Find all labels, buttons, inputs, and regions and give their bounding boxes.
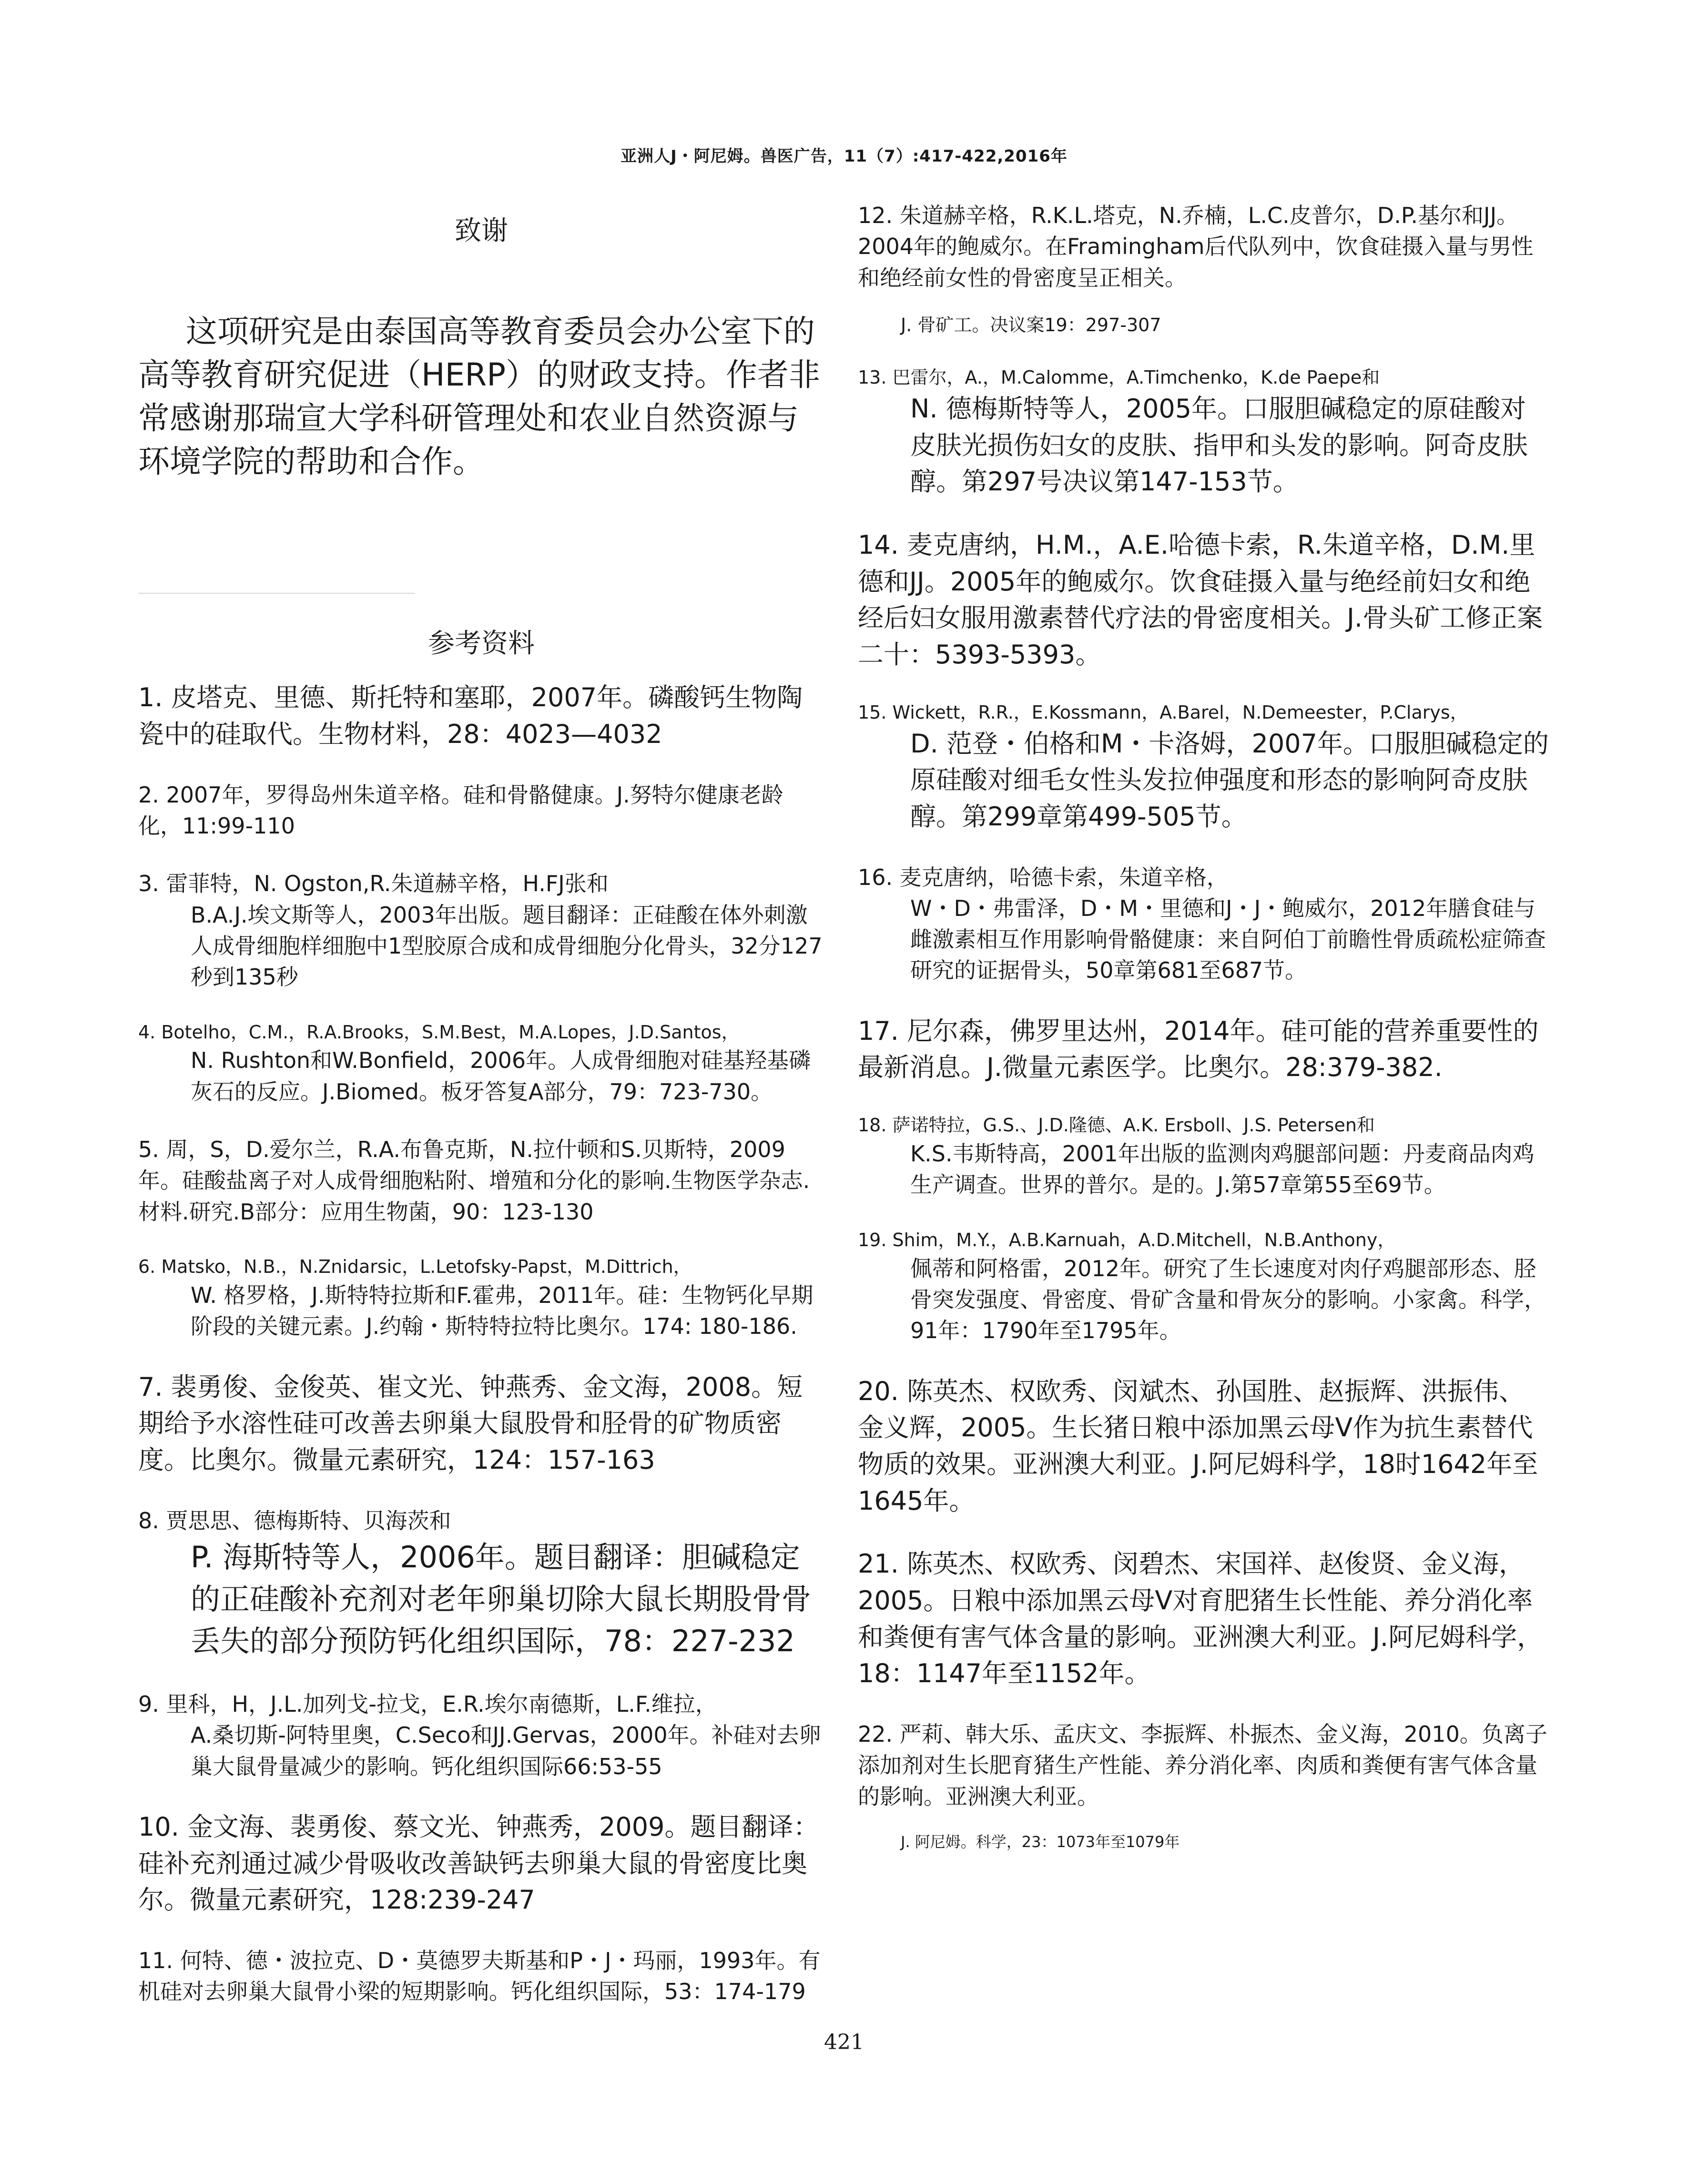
reference-text: 14. 麦克唐纳，H.M.，A.E.哈德卡索，R.朱道辛格，D.M.里德和JJ。2005年的鲍威尔。饮食硅摄入量与绝经前妇女和绝经后妇女服用激素替代疗法的骨密度相关。J.骨头矿工修正案二十：5393-5393。 — [858, 529, 1543, 670]
reference-text: 21. 陈英杰、权欧秀、闵碧杰、宋国祥、赵俊贤、金义海，2005。日粮中添加黑云母V对育肥猪生长性能、养分消化率和粪便有害气体含量的影响。亚洲澳大利亚。J.阿尼姆科学，18：1147年至1152年。 — [858, 1549, 1543, 1689]
journal-header: 亚洲人J・阿尼姆。兽医广告，11（7）:417-422,2016年 — [620, 147, 1068, 166]
reference-continuation: A.桑切斯-阿特里奥，C.Seco和JJ.Gervas，2000年。补硅对去卵巢大鼠骨量减少的影响。钙化组织国际66:53-55 — [191, 1722, 821, 1779]
reference-item — [138, 1945, 824, 2008]
reference-text: 4. Botelho，C.M.，R.A.Brooks，S.M.Best，M.A.Lopes，J.D.Santos， — [138, 1021, 740, 1043]
reference-item — [858, 862, 1549, 986]
reference-continuation: 佩蒂和阿格雷，2012年。研究了生长速度对肉仔鸡腿部形态、胫骨突发强度、骨密度、骨矿含量和骨灰分的影响。小家禽。科学，91年：1790年至1795年。 — [910, 1255, 1546, 1344]
reference-text: 11. 何特、德・波拉克、D・莫德罗夫斯基和P・J・玛丽，1993年。有机硅对去卵巢大鼠骨小梁的短期影响。钙化组织国际，53：174-179 — [138, 1948, 821, 2005]
reference-text: 17. 尼尔森，佛罗里达州，2014年。硅可能的营养重要性的最新消息。J.微量元素医学。比奥尔。28:379-382. — [858, 1016, 1539, 1083]
reference-item — [858, 700, 1549, 835]
reference-continuation: D. 范登・伯格和M・卡洛姆，2007年。口服胆碱稳定的原硅酸对细毛女性头发拉伸强度和形态的影响阿奇皮肤醇。第299章第499-505节。 — [910, 728, 1549, 832]
right-column — [858, 200, 1549, 1879]
reference-text: 2. 2007年，罗得岛州朱道辛格。硅和骨骼健康。J.努特尔健康老龄化，11:99-110 — [138, 782, 783, 839]
reference-item — [858, 200, 1549, 338]
section-divider — [138, 593, 415, 594]
reference-item — [138, 1689, 824, 1782]
reference-text: 5. 周，S，D.爱尔兰，R.A.布鲁克斯，N.拉什顿和S.贝斯特，2009年。硅酸盐离子对人成骨细胞粘附、增殖和分化的影响.生物医学杂志.材料.研究.B部分：应用生物菌，90：123-130 — [138, 1137, 810, 1225]
reference-continuation: B.A.J.埃文斯等人，2003年出版。题目翻译：正硅酸在体外刺激人成骨细胞样细胞中1型胶原合成和成骨细胞分化骨头，32分127秒到135秒 — [191, 902, 823, 990]
reference-text: 10. 金文海、裴勇俊、蔡文光、钟燕秀，2009。题目翻译：硅补充剂通过减少骨吸收改善缺钙去卵巢大鼠的骨密度比奥尔。微量元素研究，128:239-247 — [138, 1811, 819, 1915]
reference-continuation: P. 海斯特等人，2006年。题目翻译：胆碱稳定的正硅酸补充剂对老年卵巢切除大鼠长期股骨骨丢失的部分预防钙化组织国际，78：227-232 — [191, 1539, 812, 1659]
reference-continuation: K.S.韦斯特高，2001年出版的监测肉鸡腿部问题：丹麦商品肉鸡生产调查。世界的普尔。是的。J.第57章第55至69节。 — [910, 1141, 1535, 1198]
reference-continuation: J. 骨矿工。决议案19：297-307 — [901, 314, 1161, 335]
reference-item — [138, 1020, 824, 1108]
reference-text: 13. 巴雷尔，A.，M.Calomme，A.Timchenko，K.de Paepe和 — [858, 366, 1380, 388]
references-title: 参考资料 — [428, 628, 535, 660]
acknowledgements-text: 这项研究是由泰国高等教育委员会办公室下的高等教育研究促进（HERP）的财政支持。作者非常感谢那瑞宣大学科研管理处和农业自然资源与环境学院的帮助和合作。 — [138, 313, 820, 480]
reference-continuation: J. 阿尼姆。科学，23：1073年至1079年 — [901, 1832, 1180, 1851]
acknowledgements-title: 致谢 — [455, 215, 508, 246]
reference-item — [138, 1505, 824, 1662]
reference-item — [138, 680, 824, 752]
reference-text: 12. 朱道赫辛格，R.K.L.塔克，N.乔楠，L.C.皮普尔，D.P.基尔和JJ。2004年的鲍威尔。在Framingham后代队列中，饮食硅摄入量与男性和绝经前女性的骨密度呈正相关。 — [858, 203, 1534, 291]
reference-item — [138, 780, 824, 842]
reference-item — [858, 1013, 1549, 1086]
reference-text: 18. 萨诺特拉，G.S.、J.D.隆德、A.K. Ersboll、J.S. Petersen和 — [858, 1115, 1375, 1136]
left-column — [138, 200, 824, 2034]
reference-text: 1. 皮塔克、里德、斯托特和塞耶，2007年。磷酸钙生物陶瓷中的硅取代。生物材料，28：4023—4032 — [138, 682, 803, 749]
reference-text: 20. 陈英杰、权欧秀、闵斌杰、孙国胜、赵振辉、洪振伟、金义辉，2005。生长猪日粮中添加黑云母V作为抗生素替代物质的效果。亚洲澳大利亚。J.阿尼姆科学，18时1642年至1645年。 — [858, 1376, 1538, 1516]
reference-item — [138, 1369, 824, 1479]
reference-item — [858, 1719, 1549, 1853]
reference-item — [858, 1546, 1549, 1692]
reference-item — [138, 1134, 824, 1228]
reference-text: 7. 裴勇俊、金俊英、崔文光、钟燕秀、金文海，2008。短期给予水溶性硅可改善去卵巢大鼠股骨和胫骨的矿物质密度。比奥尔。微量元素研究，124：157-163 — [138, 1371, 803, 1475]
reference-text: 9. 里科，H，J.L.加列戈-拉戈，E.R.埃尔南德斯，L.F.维拉， — [138, 1691, 717, 1717]
reference-item — [858, 1228, 1549, 1347]
reference-text: 8. 贾思思、德梅斯特、贝海茨和 — [138, 1507, 451, 1534]
reference-continuation: N. Rushton和W.Bonfield，2006年。人成骨细胞对硅基羟基磷灰石的反应。J.Biomed。板牙答复A部分，79：723-730。 — [191, 1047, 811, 1105]
reference-text: 15. Wickett，R.R.，E.Kossmann，A.Barel，N.Demeester，P.Clarys， — [858, 701, 1468, 723]
reference-item — [138, 1809, 824, 1919]
reference-continuation: W. 格罗格，J.斯特特拉斯和F.霍弗，2011年。硅：生物钙化早期阶段的关键元素。J.约翰・斯特特拉特比奥尔。174: 180-186. — [191, 1282, 813, 1340]
reference-item — [858, 1373, 1549, 1520]
reference-text: 22. 严莉、韩大乐、孟庆文、李振辉、朴振杰、金义海，2010。负离子添加剂对生长肥育猪生产性能、养分消化率、肉质和粪便有害气体含量的影响。亚洲澳大利亚。 — [858, 1721, 1547, 1809]
reference-continuation: N. 德梅斯特等人，2005年。口服胆碱稳定的原硅酸对皮肤光损伤妇女的皮肤、指甲和头发的影响。阿奇皮肤醇。第297号决议第147-153节。 — [910, 393, 1528, 497]
reference-text: 6. Matsko，N.B.，N.Znidarsic，L.Letofsky-Papst，M.Dittrich， — [138, 1256, 691, 1278]
page-number: 421 — [824, 2030, 864, 2054]
reference-text: 3. 雷菲特，N. Ogston,R.朱道赫辛格，H.FJ张和 — [138, 871, 609, 897]
reference-text: 16. 麦克唐纳，哈德卡索，朱道辛格， — [858, 864, 1229, 890]
reference-item — [138, 868, 824, 993]
reference-item — [138, 1254, 824, 1342]
reference-item — [858, 527, 1549, 673]
reference-item — [858, 1113, 1549, 1201]
reference-item — [858, 365, 1549, 500]
reference-continuation: W・D・弗雷泽，D・M・里德和J・J・鲍威尔，2012年膳食硅与雌激素相互作用影响骨骼健康：来自阿伯丁前瞻性骨质疏松症筛查研究的证据骨头，50章第681至687节。 — [910, 895, 1546, 984]
reference-text: 19. Shim，M.Y.，A.B.Karnuah，A.D.Mitchell，N.B.Anthony， — [858, 1229, 1396, 1250]
